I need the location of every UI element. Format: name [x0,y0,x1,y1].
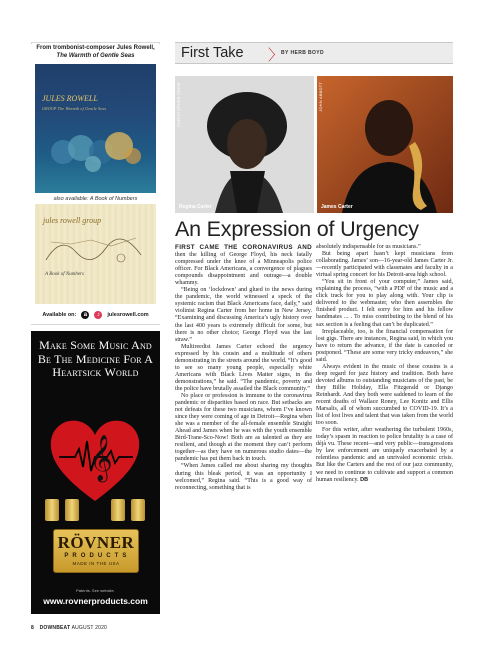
rovner-logo [53,529,139,573]
svg-text:𝄞: 𝄞 [89,435,113,481]
patents-note: Patents. See website. [76,588,115,593]
chevron-right-icon: 〉 [268,47,284,64]
article-paragraph [316,427,453,483]
album-ad-intro-label: From trombonist-composer Jules Rowell, [36,45,155,51]
article-title: An Expression of Urgency [175,217,419,241]
album-cover-artist [42,94,106,113]
album2-artist: jules rowell group [43,216,102,225]
article-paragraph: No place or profession is immune to the coronavirus pandemic or disparities based on race. But setbacks are not defeats for these two musicians, whom I’ve known since they were coming of age in Detroit—Regina when she was a member of the all-female ensemble Straight Ahead and James when he was with the youth ensemble Bird-Trane-Sco-Now! Both are as talented as they are resilient, and though at the moment they can’t perform together—as they have on numerous studio dates—the pandemic has put them back in touch. [175,392,312,463]
ligature-product-4 [131,499,145,521]
music-note-icon[interactable]: ♪ [94,311,102,319]
article-lead-in: FIRST CAME THE CORONAVIRUS AND [175,244,312,251]
issue-date: AUGUST 2020 [71,625,108,631]
website-link[interactable]: julesrowell.com [107,312,149,318]
ligature-product-2 [65,499,79,521]
available-on-row [31,309,160,321]
article-paragraph-continued: absolutely indispensable for us musicians.” [316,244,421,250]
album-ad[interactable] [31,44,160,324]
page-footer [31,625,107,631]
amazon-icon[interactable]: a [81,311,89,319]
article-paragraph: Always evident in the music of these cousins is a deep regard for jazz history and tradition. Both have devoted albums to outstanding musicians of the past, be they Billie Holiday, Ella Fitzgerald or Django Reinhardt. And they both were saddened to learn of the recent deaths of Wallace Roney, Lee Konitz and Ellis Marsalis, all of whom succumbed to COVID-19. It’s a list of lost lives and talent that was taken from the world too soon. [316,363,453,427]
article-paragraph: Multireedist James Carter echoed the urgency expressed by his cousin and a multitude of others demonstrating in the streets around the world. “It’s good to see so many young people, especially white Americans with Black Lives Matter signs, in the demonstrations,” he said. “The pandemic, poverty and the police have brutally assailed the Black community.” [175,343,312,392]
page-number: 8 [31,625,34,631]
photo-james-carter [317,76,453,213]
album-ad-intro [31,44,160,60]
rovner-ad[interactable] [31,331,160,614]
wave-circles-graphic [49,126,141,174]
rovner-logo-products: P R O D U C T S [64,553,128,559]
article-column-2 [316,244,453,618]
photo-caption: Regina Carter [179,204,212,210]
article-column-1 [175,244,312,618]
rovner-headline: Make Some Music And Be The Medicine For A Heartsick World [37,338,154,379]
article-paragraph: “When James called me about sharing my thoughts during this bleak period, it was an opportunity I welcomed,” Regina said. “This is a good way of reconnecting, something that is [175,463,312,491]
album-cover-book-of-numbers [35,204,156,304]
article-paragraph [175,244,312,287]
scribble-graphic [41,230,150,270]
photo-credit: JOHN ABBOTT [319,82,323,112]
rovner-logo-tagline: MADE IN THE USA [72,561,120,566]
byline: BY HERB BOYD [281,50,325,56]
ligature-product-1 [45,499,59,521]
section-header [175,42,453,64]
article-paragraph: “You sit in front of your computer,” James said, explaining the process, “with a PDF of the music and a click track for you to play along with. Your clip is delivered to the webmaster, who then assembles the finished product. I felt sorry for him and his fellow bandmates ... . To miss contributing to the blend of his sax section is a feeling that can’t be duplicated.” [316,279,453,328]
article-paragraph-text: then the killing of George Floyd, his neck fatally compressed under the knee of a Minneapolis police officer. For Black Americans, a convergence of plagues compounds disappointment and outrage—a double whammy. [175,252,312,287]
heart-treble-clef-icon [45,411,146,507]
article-paragraph: “Being on ‘lockdown’ and glued to the news during the pandemic, the world witnessed a speck of the systemic racism that Black Americans face, daily,” said violinist Regina Carter from her home in New Jersey. “Examining and discussing America’s ugly history over the last 400 years is extremely difficult for some, but there is no other choice; George Floyd was the last straw.” [175,287,312,343]
article-paragraph: Irreplaceable, too, is the financial compensation for lost gigs. There are instances, Regina said, in which you have to return the advance, if the date is canceled or postponed. “These are some very tricky endeavors,” she said. [316,328,453,363]
rovner-logo-name: RÖVNER [57,533,135,552]
regina-carter-portrait [175,76,314,213]
photo-regina-carter [175,76,314,213]
album-cover-subtitle: GROUP The Warmth of Gentle Seas [42,106,107,111]
end-mark: DB [360,476,369,483]
magazine-name: DOWNBEAT [39,625,71,631]
album-cover-warmth [35,64,156,193]
album-ad-intro-title: The Warmth of Gentle Seas [56,52,135,59]
ligature-product-3 [111,499,125,521]
section-title: First Take [181,45,244,61]
article-paragraph: But being apart hasn’t kept musicians from collaborating. James’ son—16-year-old James Carter Jr.—recently participated with classmates and faculty in a virtual spring concert for his Detroit-area high school. [316,251,453,279]
photo-caption: James Carter [321,204,353,210]
album2-handwritten-title: A Book of Numbers [45,272,84,277]
available-on-label: Available on: [42,312,77,318]
photo-credit: CHRISTOPHER DREW [177,82,181,128]
james-carter-portrait [317,76,453,213]
album-cover-artist-name: JULES ROWELL [42,94,98,103]
article-paragraph-text: For this writer, after weathering the turbulent 1960s, today’s spasm in reaction to police brutality is a case of déjà vu. These recent—and very public—transgressions by law enforcement are uniquely exacerbated by a relentless pandemic and an unrivaled economic crisis. But like the Carters and the rest of our jazz community, we need to continue to cultivate and support a common human resiliency. [316,427,453,483]
rovner-url[interactable]: www.rovnerproducts.com [43,596,148,606]
also-available-label: also available: A Book of Numbers [53,196,138,202]
